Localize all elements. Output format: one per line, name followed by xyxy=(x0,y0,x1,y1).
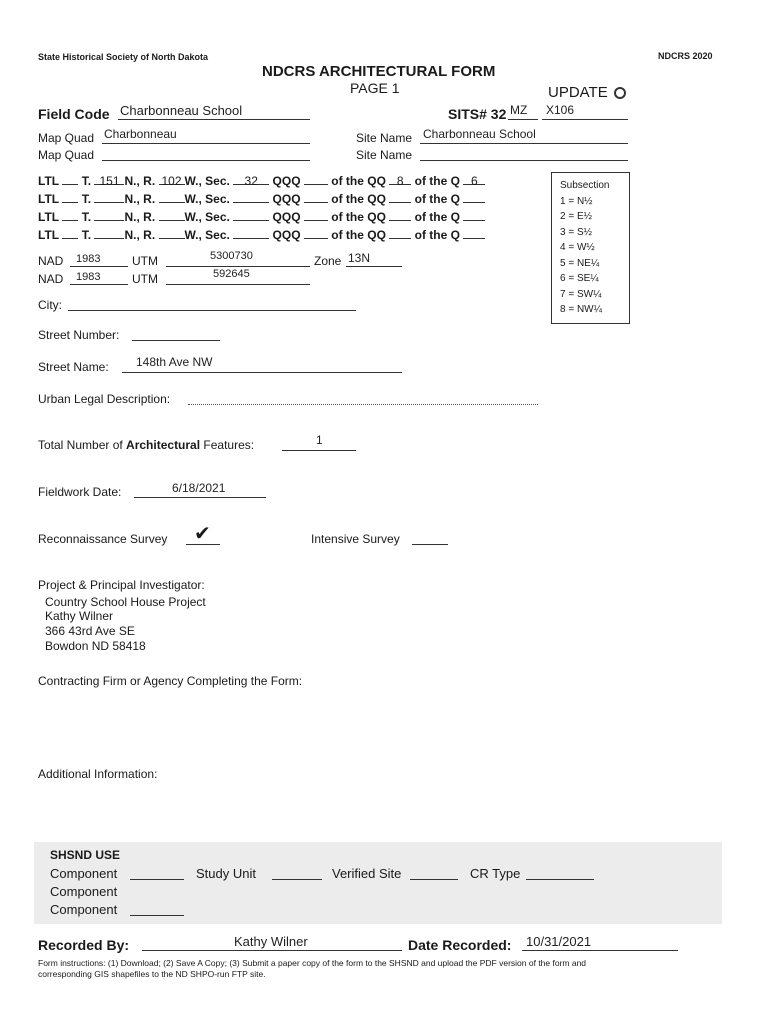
urban-legal-label: Urban Legal Description: xyxy=(38,392,171,406)
component-label-1: Component xyxy=(50,866,118,881)
features-line xyxy=(282,450,356,451)
section-value[interactable]: 32 xyxy=(233,174,269,185)
q-value[interactable] xyxy=(463,210,485,221)
t-label: T. xyxy=(81,228,92,242)
utm-label-1: UTM xyxy=(132,254,158,268)
n-r-label: N., R. xyxy=(124,174,156,188)
ltl-row-4 xyxy=(38,228,485,242)
of-qq-label: of the QQ xyxy=(331,210,386,224)
w-sec-label: W., Sec. xyxy=(184,192,230,206)
contracting-label: Contracting Firm or Agency Completing the Form: xyxy=(38,674,303,688)
zone-line xyxy=(346,266,402,267)
form-title: NDCRS ARCHITECTURAL FORM xyxy=(262,63,496,80)
map-quad-line-1 xyxy=(102,143,310,144)
ltl-blank[interactable] xyxy=(62,228,78,239)
date-recorded-label: Date Recorded: xyxy=(408,937,512,953)
sits-county[interactable]: MZ xyxy=(510,103,528,117)
of-qq-label: of the QQ xyxy=(331,228,386,242)
n-r-label: N., R. xyxy=(124,228,156,242)
sits-number[interactable]: X106 xyxy=(546,103,575,117)
study-unit-line[interactable] xyxy=(272,879,322,880)
recon-survey-label: Reconnaissance Survey xyxy=(38,532,168,546)
shsnd-use-box xyxy=(34,842,722,924)
ltl-row-1 xyxy=(38,174,485,188)
township-value[interactable]: 151 xyxy=(94,174,124,185)
qqq-value[interactable] xyxy=(304,174,328,185)
features-label-post: Features: xyxy=(200,438,255,452)
q-value[interactable] xyxy=(463,192,485,203)
nad-line-1 xyxy=(70,266,128,267)
intensive-survey-line[interactable] xyxy=(412,544,448,545)
w-sec-label: W., Sec. xyxy=(184,228,230,242)
ltl-label: LTL xyxy=(38,228,60,242)
date-recorded-value[interactable]: 10/31/2021 xyxy=(526,934,592,949)
ltl-label: LTL xyxy=(38,210,60,224)
of-q-label: of the Q xyxy=(414,210,460,224)
range-value[interactable] xyxy=(159,192,185,203)
nad-label-1: NAD xyxy=(38,254,64,268)
section-value[interactable] xyxy=(233,210,269,221)
qq-value[interactable]: 8 xyxy=(389,174,411,185)
zone-value[interactable]: 13N xyxy=(348,251,371,265)
city-label: City: xyxy=(38,298,62,312)
subsection-item: 4 = W½ xyxy=(560,242,595,253)
component-line-3[interactable] xyxy=(130,915,184,916)
date-recorded-line xyxy=(522,950,678,951)
project-label: Project & Principal Investigator: xyxy=(38,578,205,592)
features-label-bold: Architectural xyxy=(126,438,201,452)
ltl-row-3 xyxy=(38,210,485,224)
qqq-label: QQQ xyxy=(272,174,301,188)
sits-county-line xyxy=(508,119,538,120)
project-line-4: Bowdon ND 58418 xyxy=(45,639,146,653)
subsection-item: 5 = NE¼ xyxy=(560,257,600,269)
form-code: NDCRS 2020 xyxy=(658,51,713,61)
street-number-line xyxy=(132,340,220,341)
w-sec-label: W., Sec. xyxy=(184,210,230,224)
of-qq-label: of the QQ xyxy=(331,192,386,206)
subsection-item: 1 = N½ xyxy=(560,195,593,207)
field-code-label: Field Code xyxy=(38,106,110,122)
nad-line-2 xyxy=(70,284,128,285)
recorded-by-label: Recorded By: xyxy=(38,937,130,953)
zone-label: Zone xyxy=(314,254,342,268)
map-quad-label-2: Map Quad xyxy=(38,148,95,162)
range-value[interactable] xyxy=(159,228,185,239)
fieldwork-date-value[interactable]: 6/18/2021 xyxy=(172,481,226,495)
qqq-value[interactable] xyxy=(304,228,328,239)
recon-survey-check[interactable]: ✔ xyxy=(194,523,211,545)
utm-line-1 xyxy=(166,266,310,267)
org-name: State Historical Society of North Dakota xyxy=(38,52,209,62)
township-value[interactable] xyxy=(94,210,124,221)
subsection-item: 8 = NW¼ xyxy=(560,304,602,315)
subsection-title: Subsection xyxy=(560,180,610,191)
qqq-label: QQQ xyxy=(272,210,301,224)
qqq-label: QQQ xyxy=(272,192,301,206)
site-name-label-2: Site Name xyxy=(356,148,413,162)
nad-label-2: NAD xyxy=(38,272,64,286)
page-number: PAGE 1 xyxy=(350,80,400,96)
component-label-3: Component xyxy=(50,902,118,917)
ltl-blank[interactable] xyxy=(62,210,78,221)
verified-site-line[interactable] xyxy=(410,879,458,880)
update-checkbox[interactable] xyxy=(614,87,626,99)
ltl-label: LTL xyxy=(38,174,60,188)
w-sec-label: W., Sec. xyxy=(184,174,230,188)
utm-label-2: UTM xyxy=(132,272,158,286)
features-label-pre: Total Number of xyxy=(38,438,127,452)
qq-value[interactable] xyxy=(389,210,411,221)
project-line-3: 366 43rd Ave SE xyxy=(45,624,135,638)
utm-line-2 xyxy=(166,284,310,285)
intensive-survey-label: Intensive Survey xyxy=(311,532,400,546)
update-label xyxy=(548,84,626,101)
utm-value-1[interactable]: 5300730 xyxy=(210,250,253,262)
ltl-blank[interactable] xyxy=(62,192,78,203)
ltl-label: LTL xyxy=(38,192,60,206)
cr-type-label: CR Type xyxy=(470,866,521,881)
section-value[interactable] xyxy=(233,192,269,203)
qqq-value[interactable] xyxy=(304,210,328,221)
of-q-label: of the Q xyxy=(414,192,460,206)
component-label-2: Component xyxy=(50,884,118,899)
of-q-label: of the Q xyxy=(414,174,460,188)
recon-survey-line xyxy=(186,544,220,545)
range-value[interactable]: 102 xyxy=(159,174,185,185)
qqq-label: QQQ xyxy=(272,228,301,242)
footer-instructions-1: Form instructions: (1) Download; (2) Save A Copy; (3) Submit a paper copy of the form to the SHSND and upload the PDF version of the form and xyxy=(38,958,587,968)
shsnd-title: SHSND USE xyxy=(50,848,121,862)
verified-site-label: Verified Site xyxy=(332,866,402,881)
of-qq-label: of the QQ xyxy=(331,174,386,188)
project-line-1: Country School House Project xyxy=(45,595,206,609)
recorded-by-value[interactable]: Kathy Wilner xyxy=(234,934,308,949)
qq-value[interactable] xyxy=(389,228,411,239)
utm-value-2[interactable]: 592645 xyxy=(213,268,250,280)
update-text: UPDATE xyxy=(548,84,608,101)
nad-value-1[interactable]: 1983 xyxy=(76,253,101,265)
city-line xyxy=(68,310,356,311)
street-name-value[interactable]: 148th Ave NW xyxy=(136,355,213,369)
map-quad-value-1[interactable]: Charbonneau xyxy=(104,127,177,141)
fieldwork-date-label: Fieldwork Date: xyxy=(38,485,122,499)
features-value[interactable]: 1 xyxy=(316,433,323,447)
urban-legal-line xyxy=(188,404,538,405)
features-label xyxy=(38,438,254,452)
nad-value-2[interactable]: 1983 xyxy=(76,271,101,283)
section-value[interactable] xyxy=(233,228,269,239)
fieldwork-date-line xyxy=(134,497,266,498)
ltl-blank[interactable] xyxy=(62,174,78,185)
recorded-by-line xyxy=(142,950,402,951)
site-name-line-2 xyxy=(420,160,628,161)
street-name-line xyxy=(122,372,402,373)
township-value[interactable] xyxy=(94,228,124,239)
subsection-item: 3 = S½ xyxy=(560,226,592,238)
component-line-1[interactable] xyxy=(130,879,184,880)
t-label: T. xyxy=(81,210,92,224)
sits-number-line xyxy=(542,119,628,120)
map-quad-label-1: Map Quad xyxy=(38,131,95,145)
field-code-line xyxy=(118,119,310,120)
street-number-label: Street Number: xyxy=(38,328,120,342)
sits-label: SITS# 32 xyxy=(448,106,507,122)
of-q-label: of the Q xyxy=(414,228,460,242)
n-r-label: N., R. xyxy=(124,210,156,224)
site-name-value-1[interactable]: Charbonneau School xyxy=(423,127,536,141)
study-unit-label: Study Unit xyxy=(196,866,256,881)
qq-value[interactable] xyxy=(389,192,411,203)
site-name-label-1: Site Name xyxy=(356,131,413,145)
q-value[interactable]: 6 xyxy=(463,174,485,185)
subsection-item: 6 = SE¼ xyxy=(560,273,599,284)
map-quad-line-2 xyxy=(102,160,310,161)
subsection-item: 7 = SW¼ xyxy=(560,288,602,300)
subsection-item: 2 = E½ xyxy=(560,211,592,222)
ltl-row-2 xyxy=(38,192,485,206)
range-value[interactable] xyxy=(159,210,185,221)
site-name-line-1 xyxy=(420,143,628,144)
qqq-value[interactable] xyxy=(304,192,328,203)
subsection-legend xyxy=(551,172,630,324)
additional-info-label: Additional Information: xyxy=(38,767,158,781)
q-value[interactable] xyxy=(463,228,485,239)
cr-type-line[interactable] xyxy=(526,879,594,880)
t-label: T. xyxy=(81,192,92,206)
n-r-label: N., R. xyxy=(124,192,156,206)
footer-instructions-2: corresponding GIS shapefiles to the ND SHPO-run FTP site. xyxy=(38,969,266,979)
project-line-2: Kathy Wilner xyxy=(45,609,114,623)
township-value[interactable] xyxy=(94,192,124,203)
street-name-label: Street Name: xyxy=(38,360,109,374)
t-label: T. xyxy=(81,174,92,188)
field-code-value[interactable]: Charbonneau School xyxy=(120,103,243,118)
